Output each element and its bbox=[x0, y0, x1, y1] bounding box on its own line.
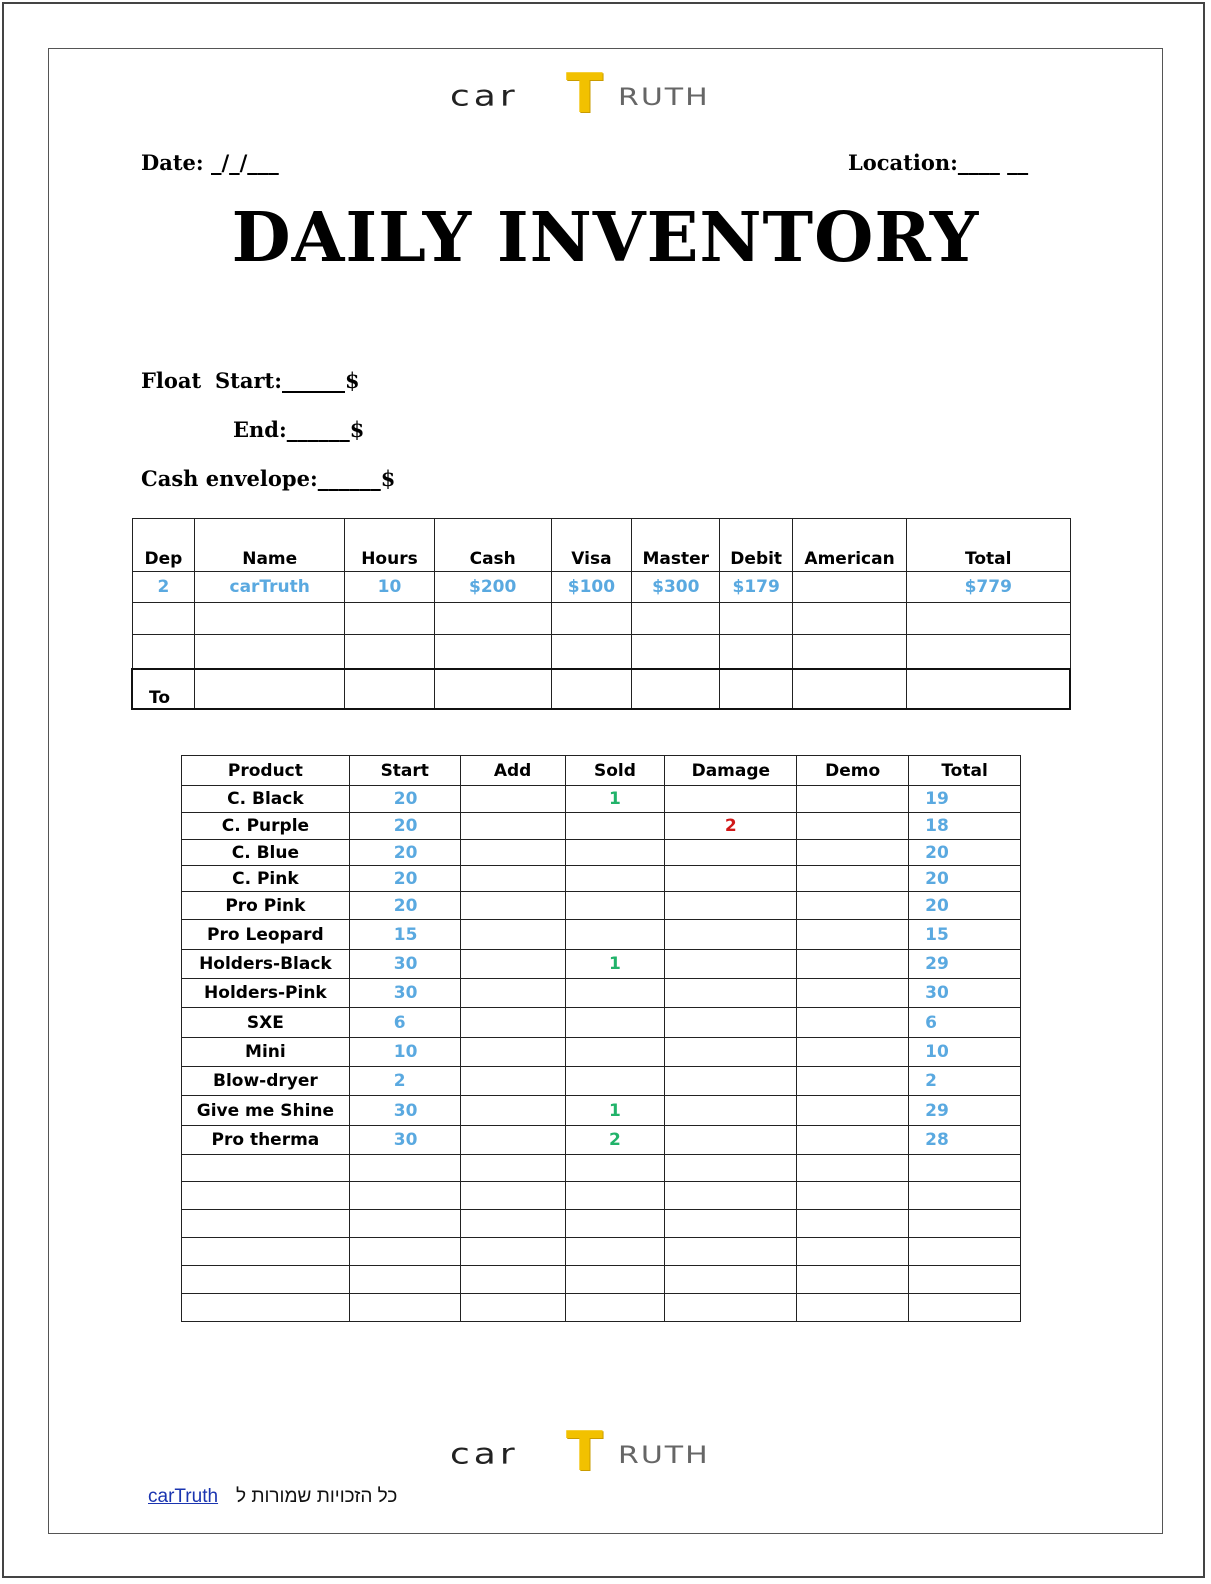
inventory-row bbox=[182, 1238, 1021, 1266]
sales-cell[interactable] bbox=[793, 572, 907, 603]
inventory-cell[interactable]: 6 bbox=[909, 1008, 1021, 1038]
product-name: Holders-Black bbox=[182, 950, 350, 979]
inventory-row bbox=[182, 1126, 1021, 1155]
inventory-cell[interactable] bbox=[565, 1038, 665, 1067]
inventory-cell[interactable] bbox=[565, 892, 665, 920]
inventory-col-header: Sold bbox=[565, 756, 665, 786]
inventory-row bbox=[182, 1038, 1021, 1067]
sales-cell[interactable] bbox=[345, 635, 435, 669]
inventory-row bbox=[182, 1210, 1021, 1238]
inventory-cell[interactable] bbox=[797, 840, 909, 866]
product-name: C. Purple bbox=[182, 813, 350, 840]
sales-cell[interactable] bbox=[720, 635, 793, 669]
logo-text-right: RUTH bbox=[618, 83, 710, 112]
inventory-row bbox=[182, 1067, 1021, 1096]
sales-cell[interactable] bbox=[132, 635, 195, 669]
inventory-row bbox=[182, 1266, 1021, 1294]
inventory-cell[interactable] bbox=[909, 1266, 1021, 1294]
logo-t-letter: T bbox=[566, 1420, 603, 1483]
sales-row bbox=[132, 603, 1070, 635]
inventory-cell[interactable] bbox=[665, 1210, 797, 1238]
inventory-cell[interactable]: 20 bbox=[909, 840, 1021, 866]
inventory-cell[interactable] bbox=[460, 866, 565, 892]
inventory-cell[interactable] bbox=[665, 1266, 797, 1294]
inventory-cell[interactable] bbox=[460, 813, 565, 840]
inventory-cell[interactable] bbox=[797, 1008, 909, 1038]
sales-cell[interactable]: 10 bbox=[345, 572, 435, 603]
inventory-cell[interactable]: 2 bbox=[909, 1067, 1021, 1096]
sales-row bbox=[132, 572, 1070, 603]
product-name bbox=[182, 1155, 350, 1182]
sales-cell[interactable] bbox=[195, 635, 345, 669]
inventory-cell[interactable] bbox=[460, 840, 565, 866]
product-name: Pro therma bbox=[182, 1126, 350, 1155]
inventory-cell[interactable] bbox=[349, 1266, 460, 1294]
sales-col-header: Dep bbox=[132, 519, 195, 572]
sales-col-header: Debit bbox=[720, 519, 793, 572]
sales-col-header: Visa bbox=[551, 519, 632, 572]
sales-header-row bbox=[132, 519, 1070, 572]
inventory-row bbox=[182, 866, 1021, 892]
inventory-cell[interactable] bbox=[460, 1182, 565, 1210]
inventory-cell[interactable] bbox=[797, 1266, 909, 1294]
inventory-cell[interactable] bbox=[665, 1008, 797, 1038]
inventory-cell[interactable] bbox=[909, 1210, 1021, 1238]
inventory-cell[interactable] bbox=[665, 892, 797, 920]
cash-envelope-label: Cash envelope:______$ bbox=[141, 466, 396, 491]
inventory-cell[interactable] bbox=[460, 1067, 565, 1096]
sales-cell[interactable]: $100 bbox=[551, 572, 632, 603]
inventory-cell[interactable] bbox=[665, 1182, 797, 1210]
inventory-cell[interactable] bbox=[665, 840, 797, 866]
inventory-row bbox=[182, 786, 1021, 813]
inventory-cell[interactable] bbox=[797, 892, 909, 920]
inventory-cell[interactable] bbox=[909, 1155, 1021, 1182]
inventory-cell[interactable]: 20 bbox=[349, 866, 460, 892]
inventory-cell[interactable] bbox=[797, 1126, 909, 1155]
inventory-cell[interactable] bbox=[565, 1155, 665, 1182]
inventory-row bbox=[182, 1182, 1021, 1210]
sales-cell[interactable] bbox=[793, 635, 907, 669]
inventory-cell[interactable] bbox=[797, 1238, 909, 1266]
sales-total-cell[interactable] bbox=[793, 669, 907, 709]
inventory-cell[interactable]: 20 bbox=[909, 892, 1021, 920]
inventory-table bbox=[181, 755, 1021, 1322]
logo-text-right: RUTH bbox=[618, 1441, 710, 1470]
inventory-cell[interactable]: 1 bbox=[565, 1096, 665, 1126]
inventory-cell[interactable] bbox=[565, 1266, 665, 1294]
sales-cell[interactable] bbox=[632, 603, 720, 635]
inventory-cell[interactable] bbox=[665, 786, 797, 813]
inventory-cell[interactable] bbox=[565, 866, 665, 892]
product-name: Holders-Pink bbox=[182, 979, 350, 1008]
inventory-cell[interactable] bbox=[460, 950, 565, 979]
product-name bbox=[182, 1294, 350, 1322]
product-name: Pro Leopard bbox=[182, 920, 350, 950]
inventory-cell[interactable] bbox=[349, 1155, 460, 1182]
inventory-cell[interactable] bbox=[460, 1126, 565, 1155]
product-name: C. Pink bbox=[182, 866, 350, 892]
inventory-cell[interactable] bbox=[565, 1067, 665, 1096]
product-name: C. Black bbox=[182, 786, 350, 813]
inventory-col-header: Demo bbox=[797, 756, 909, 786]
inventory-cell[interactable]: 30 bbox=[349, 1126, 460, 1155]
inventory-cell[interactable] bbox=[797, 1155, 909, 1182]
inventory-col-header: Add bbox=[460, 756, 565, 786]
inventory-cell[interactable]: 1 bbox=[565, 786, 665, 813]
inventory-row bbox=[182, 892, 1021, 920]
inventory-cell[interactable] bbox=[565, 1210, 665, 1238]
sales-cell[interactable]: $200 bbox=[434, 572, 551, 603]
inventory-cell[interactable] bbox=[460, 1238, 565, 1266]
inventory-cell[interactable] bbox=[909, 1182, 1021, 1210]
sales-cell[interactable] bbox=[551, 603, 632, 635]
sales-col-header: Total bbox=[907, 519, 1071, 572]
inventory-cell[interactable]: 20 bbox=[349, 892, 460, 920]
sales-cell[interactable] bbox=[345, 603, 435, 635]
sales-col-header: Cash bbox=[434, 519, 551, 572]
inventory-header-row bbox=[182, 756, 1021, 786]
inventory-row bbox=[182, 950, 1021, 979]
inventory-cell[interactable] bbox=[665, 1096, 797, 1126]
sales-total-row bbox=[132, 669, 1070, 709]
inventory-cell[interactable]: 20 bbox=[349, 840, 460, 866]
sales-col-header: Hours bbox=[345, 519, 435, 572]
inventory-col-header: Product bbox=[182, 756, 350, 786]
inventory-cell[interactable]: 10 bbox=[909, 1038, 1021, 1067]
product-name: Give me Shine bbox=[182, 1096, 350, 1126]
inventory-cell[interactable]: 28 bbox=[909, 1126, 1021, 1155]
inventory-cell[interactable]: 10 bbox=[349, 1038, 460, 1067]
inventory-cell[interactable] bbox=[460, 979, 565, 1008]
inventory-cell[interactable] bbox=[565, 920, 665, 950]
sales-total-label: To bbox=[132, 669, 195, 709]
inventory-cell[interactable]: 2 bbox=[349, 1067, 460, 1096]
inventory-row bbox=[182, 1294, 1021, 1322]
float-label: Float bbox=[141, 368, 202, 393]
sales-col-header: Master bbox=[632, 519, 720, 572]
sales-cell[interactable] bbox=[195, 603, 345, 635]
logo-text-left: car bbox=[450, 1438, 519, 1471]
inventory-cell[interactable]: 15 bbox=[909, 920, 1021, 950]
inventory-cell[interactable] bbox=[665, 1238, 797, 1266]
sales-cell[interactable]: $179 bbox=[720, 572, 793, 603]
inventory-cell[interactable] bbox=[460, 1038, 565, 1067]
sales-cell[interactable]: carTruth bbox=[195, 572, 345, 603]
inventory-row bbox=[182, 813, 1021, 840]
inventory-cell[interactable] bbox=[797, 920, 909, 950]
inventory-cell[interactable] bbox=[349, 1182, 460, 1210]
sales-col-header: Name bbox=[195, 519, 345, 572]
product-name bbox=[182, 1266, 350, 1294]
sales-cell[interactable] bbox=[434, 603, 551, 635]
inventory-cell[interactable] bbox=[665, 920, 797, 950]
sales-total-cell[interactable] bbox=[434, 669, 551, 709]
date-label: Date: _/_/___ bbox=[141, 150, 279, 175]
inventory-cell[interactable]: 20 bbox=[909, 866, 1021, 892]
product-name: Blow-dryer bbox=[182, 1067, 350, 1096]
inventory-col-header: Start bbox=[349, 756, 460, 786]
sales-total-cell[interactable] bbox=[632, 669, 720, 709]
inventory-row bbox=[182, 1008, 1021, 1038]
inventory-cell[interactable] bbox=[909, 1294, 1021, 1322]
sales-cell[interactable]: $300 bbox=[632, 572, 720, 603]
page-title: DAILY INVENTORY bbox=[231, 198, 980, 278]
inventory-cell[interactable]: 1 bbox=[565, 950, 665, 979]
inventory-row bbox=[182, 840, 1021, 866]
inventory-row bbox=[182, 1155, 1021, 1182]
inventory-cell[interactable] bbox=[565, 840, 665, 866]
cartruth-logo-bottom bbox=[450, 1420, 760, 1483]
sales-total-cell[interactable] bbox=[345, 669, 435, 709]
product-name bbox=[182, 1182, 350, 1210]
inventory-row bbox=[182, 979, 1021, 1008]
inventory-cell[interactable] bbox=[797, 1182, 909, 1210]
inventory-cell[interactable]: 6 bbox=[349, 1008, 460, 1038]
sales-cell[interactable] bbox=[907, 635, 1071, 669]
sales-total-cell[interactable] bbox=[195, 669, 345, 709]
inventory-cell[interactable]: 20 bbox=[349, 786, 460, 813]
inventory-cell[interactable] bbox=[665, 950, 797, 979]
inventory-cell[interactable] bbox=[349, 1238, 460, 1266]
inventory-cell[interactable] bbox=[349, 1294, 460, 1322]
inventory-cell[interactable] bbox=[665, 1294, 797, 1322]
sales-cell[interactable]: 2 bbox=[132, 572, 195, 603]
location-label: Location:____ __ bbox=[848, 150, 1029, 175]
sales-total-cell[interactable] bbox=[907, 669, 1071, 709]
sales-cell[interactable] bbox=[720, 603, 793, 635]
inventory-cell[interactable]: 18 bbox=[909, 813, 1021, 840]
inventory-cell[interactable] bbox=[460, 892, 565, 920]
sales-cell[interactable]: $779 bbox=[907, 572, 1071, 603]
inventory-cell[interactable]: 2 bbox=[565, 1126, 665, 1155]
inventory-cell[interactable] bbox=[565, 1294, 665, 1322]
inventory-cell[interactable] bbox=[460, 1155, 565, 1182]
inventory-row bbox=[182, 920, 1021, 950]
inventory-cell[interactable] bbox=[797, 950, 909, 979]
inventory-cell[interactable] bbox=[665, 979, 797, 1008]
inventory-cell[interactable] bbox=[797, 979, 909, 1008]
inventory-cell[interactable] bbox=[565, 1238, 665, 1266]
float-end-label: End:______$ bbox=[233, 417, 365, 442]
sales-row bbox=[132, 635, 1070, 669]
inventory-cell[interactable]: 30 bbox=[349, 1096, 460, 1126]
inventory-row bbox=[182, 1096, 1021, 1126]
product-name bbox=[182, 1238, 350, 1266]
inventory-cell[interactable] bbox=[349, 1210, 460, 1238]
sales-cell[interactable] bbox=[907, 603, 1071, 635]
inventory-cell[interactable] bbox=[797, 1096, 909, 1126]
inventory-cell[interactable]: 19 bbox=[909, 786, 1021, 813]
inventory-cell[interactable] bbox=[665, 1038, 797, 1067]
product-name: SXE bbox=[182, 1008, 350, 1038]
inventory-cell[interactable] bbox=[460, 1008, 565, 1038]
inventory-cell[interactable] bbox=[797, 1294, 909, 1322]
inventory-cell[interactable] bbox=[797, 813, 909, 840]
inventory-cell[interactable] bbox=[797, 786, 909, 813]
sales-table bbox=[131, 518, 1071, 710]
inventory-cell[interactable] bbox=[460, 1210, 565, 1238]
inventory-cell[interactable] bbox=[665, 866, 797, 892]
float-start-label: Start:______$ bbox=[215, 368, 360, 393]
inventory-cell[interactable]: 30 bbox=[909, 979, 1021, 1008]
inventory-cell[interactable] bbox=[565, 1008, 665, 1038]
inventory-cell[interactable] bbox=[797, 1067, 909, 1096]
inventory-cell[interactable] bbox=[460, 920, 565, 950]
inventory-cell[interactable] bbox=[909, 1238, 1021, 1266]
inventory-cell[interactable]: 20 bbox=[349, 813, 460, 840]
inventory-cell[interactable] bbox=[797, 866, 909, 892]
product-name: C. Blue bbox=[182, 840, 350, 866]
inventory-cell[interactable] bbox=[665, 1067, 797, 1096]
sales-cell[interactable] bbox=[632, 635, 720, 669]
inventory-cell[interactable] bbox=[460, 786, 565, 813]
product-name: Pro Pink bbox=[182, 892, 350, 920]
logo-t-letter: T bbox=[566, 62, 603, 125]
inventory-cell[interactable]: 29 bbox=[909, 1096, 1021, 1126]
inventory-cell[interactable] bbox=[460, 1266, 565, 1294]
sales-total-cell[interactable] bbox=[551, 669, 632, 709]
inventory-cell[interactable]: 30 bbox=[349, 950, 460, 979]
inventory-col-header: Damage bbox=[665, 756, 797, 786]
inventory-cell[interactable] bbox=[460, 1294, 565, 1322]
inventory-cell[interactable] bbox=[460, 1096, 565, 1126]
logo-text-left: car bbox=[450, 80, 519, 113]
sales-cell[interactable] bbox=[551, 635, 632, 669]
sales-col-header: American bbox=[793, 519, 907, 572]
cartruth-link[interactable]: carTruth bbox=[148, 1486, 219, 1507]
inventory-cell[interactable]: 2 bbox=[665, 813, 797, 840]
inventory-cell[interactable] bbox=[565, 1182, 665, 1210]
inventory-cell[interactable] bbox=[797, 1038, 909, 1067]
inventory-cell[interactable] bbox=[565, 813, 665, 840]
inventory-cell[interactable] bbox=[565, 979, 665, 1008]
product-name: Mini bbox=[182, 1038, 350, 1067]
sales-total-cell[interactable] bbox=[720, 669, 793, 709]
inventory-cell[interactable] bbox=[665, 1126, 797, 1155]
cartruth-logo-top bbox=[450, 62, 760, 125]
sales-cell[interactable] bbox=[434, 635, 551, 669]
inventory-cell[interactable]: 15 bbox=[349, 920, 460, 950]
inventory-cell[interactable] bbox=[797, 1210, 909, 1238]
inventory-cell[interactable]: 30 bbox=[349, 979, 460, 1008]
product-name bbox=[182, 1210, 350, 1238]
copyright-text: כל הזכויות שמורות ל bbox=[236, 1486, 398, 1507]
sales-cell[interactable] bbox=[793, 603, 907, 635]
inventory-cell[interactable] bbox=[665, 1155, 797, 1182]
inventory-col-header: Total bbox=[909, 756, 1021, 786]
inventory-cell[interactable]: 29 bbox=[909, 950, 1021, 979]
sales-cell[interactable] bbox=[132, 603, 195, 635]
